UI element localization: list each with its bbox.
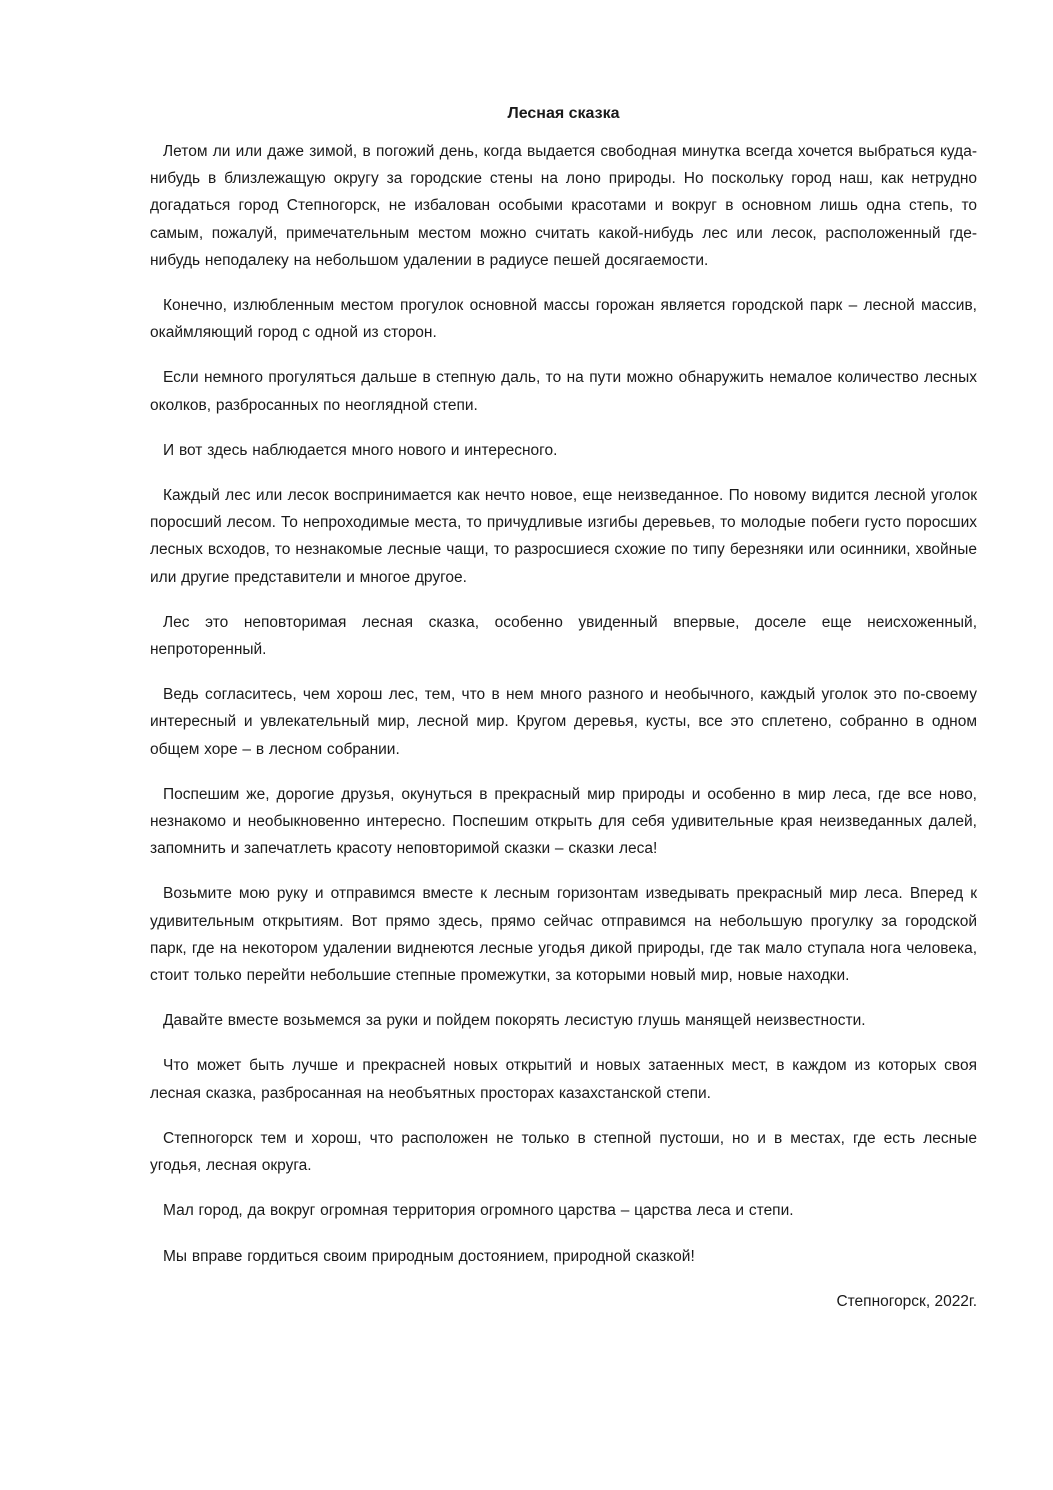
document-title: Лесная сказка	[507, 105, 620, 122]
paragraph: Каждый лес или лесок воспринимается как нечто новое, еще неизведанное. По новому видится лесной уголок поросший лесом. То непроходимые места, то причудливые изгибы деревьев, то молодые побеги густо поросших лесных всходов, то незнакомые лесные чащи, то разросшиеся схожие по типу березняки или осинники, хвойные или другие представители и многое другое.	[150, 487, 977, 586]
paragraph: Летом ли или даже зимой, в погожий день, когда выдается свободная минутка всегда хочется выбраться куда-нибудь в близлежащую округу за городские стены на лоно природы. Но поскольку город наш, как нетрудно догадаться город Степногорск, не избалован особыми красотами и вокруг в основном лишь одна степь, то самым, пожалуй, примечательным местом можно считать какой-нибудь лес или лесок, расположенный где-нибудь неподалеку на небольшом удалении в радиусе пешей досягаемости.	[150, 143, 977, 269]
paragraph: Конечно, излюбленным местом прогулок основной массы горожан является городской парк – лесной массив, окаймляющий город с одной из сторон.	[150, 297, 977, 342]
paragraph: Мал город, да вокруг огромная территория огромного царства – царства леса и степи.	[163, 1202, 794, 1220]
paragraph: Если немного прогуляться дальше в степную даль, то на пути можно обнаружить немалое количество лесных околков, разбросанных по неоглядной степи.	[150, 369, 977, 414]
document-page	[150, 100, 977, 1315]
paragraph: Лес это неповторимая лесная сказка, особенно увиденный впервые, доселе еще неисхоженный, непротоpенный.	[150, 613, 977, 659]
paragraph: Мы вправе гордиться своим природным достоянием, природной сказкой!	[163, 1247, 695, 1265]
paragraph: Поспешим же, дорогие друзья, окунуться в прекрасный мир природы и особенно в мир леса, где все ново, незнакомо и необыкновенно интересно. Поспешим открыть для себя удивительные края неизведанных далей, запомнить и запечатлеть красоту неповторимой сказки – сказки леса!	[150, 785, 977, 858]
paragraph: Ведь согласитесь, чем хорош лес, тем, что в нем много разного и необычного, каждый уголок это по-своему интересный и увлекательный мир, лесной мир. Кругом деревья, кусты, все это сплетено, собранно в одном общем хоре – в лесном собрании.	[150, 686, 977, 758]
paragraph: Давайте вместе возьмемся за руки и пойдем покорять лесистую глушь манящей неизвестности.	[163, 1012, 866, 1030]
paragraph: Что может быть лучше и прекрасней новых открытий и новых затаенных мест, в каждом из которых своя лесная сказка, разбросанная на необъятных просторах казахстанской степи.	[150, 1057, 977, 1102]
paragraph: Возьмите мою руку и отправимся вместе к лесным горизонтам изведывать прекрасный мир леса. Вперед к удивительным открытиям. Вот прямо здесь, прямо сейчас отправимся на небольшую прогулку за городской парк, где на некотором удалении виднеются лесные угодья дикой природы, где так мало ступала нога человека, стоит только перейти небольшие степные промежутки, за которыми новый мир, новые находки.	[150, 885, 977, 985]
paragraph: Степногорск тем и хорош, что расположен не только в степной пустоши, но и в местах, где есть лесные угодья, лесная округа.	[150, 1129, 977, 1175]
signature: Степногорск, 2022г.	[836, 1292, 977, 1310]
paragraph: И вот здесь наблюдается много нового и интересного.	[163, 441, 558, 459]
